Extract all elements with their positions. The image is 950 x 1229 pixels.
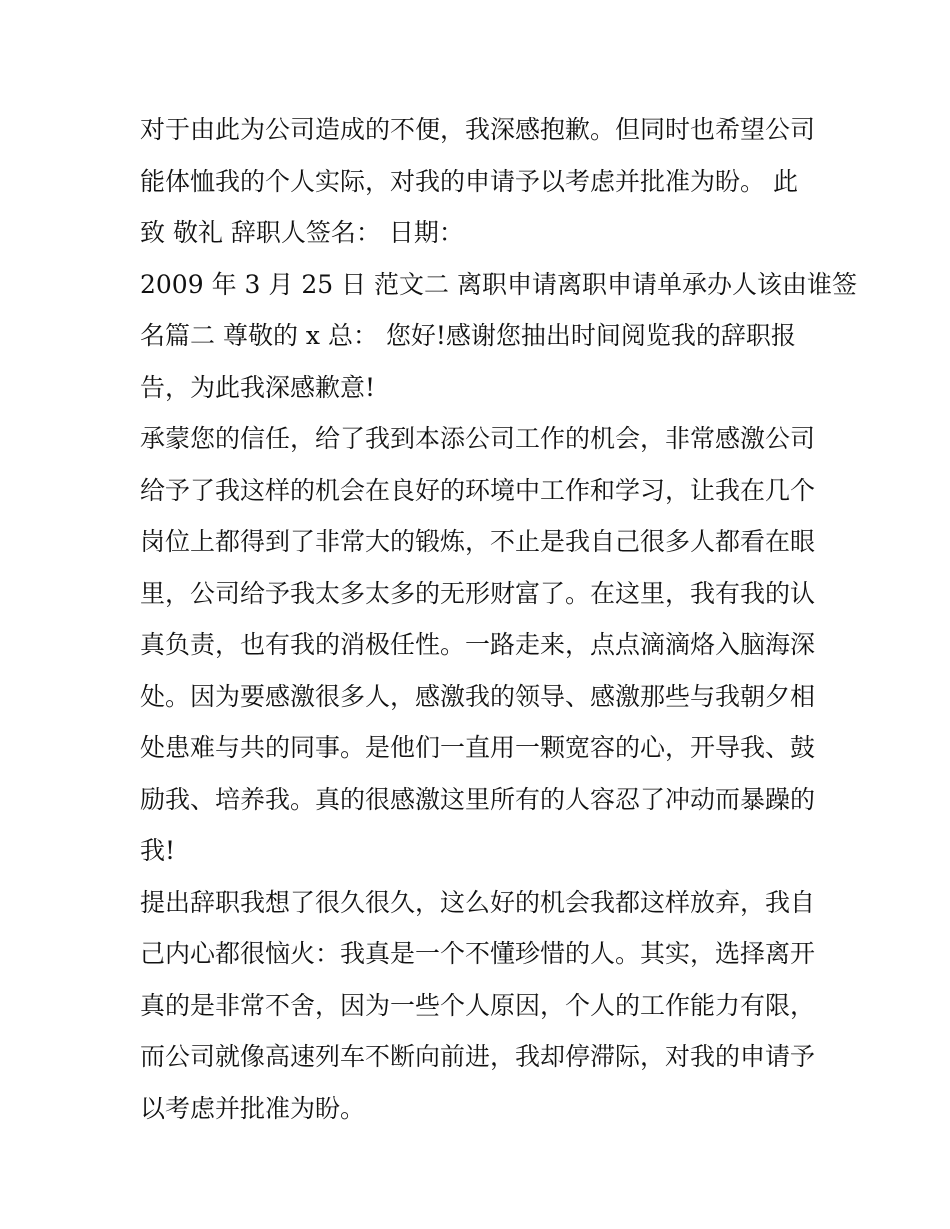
text-line: 对于由此为公司造成的不便，我深感抱歉。但同时也希望公司	[140, 115, 816, 144]
text-line: 我!	[140, 836, 176, 865]
text-line: 承蒙您的信任，给了我到本添公司工作的机会，非常感激公司	[140, 424, 816, 453]
text-line: 里，公司给予我太多太多的无形财富了。在这里，我有我的认	[140, 578, 816, 608]
text-line: 致 敬礼 辞职人签名： 日期：	[140, 218, 464, 247]
text-line: 2009 年 3 月 25 日 范文二 离职申请离职申请单承办人该由谁签	[140, 269, 857, 299]
text-line: 能体恤我的个人实际，对我的申请予以考虑并批准为盼。 此	[140, 166, 798, 196]
text-line: 真负责，也有我的消极任性。一路走来，点点滴滴烙入脑海深	[140, 630, 816, 659]
text-line: 提出辞职我想了很久很久，这么好的机会我都这样放弃，我自	[140, 887, 816, 917]
text-line: 以考虑并批准为盼。	[140, 1093, 366, 1123]
text-line: 处患难与共的同事。是他们一直用一颗宽容的心，开导我、鼓	[140, 733, 816, 762]
text-line: 而公司就像高速列车不断向前进，我却停滞际，对我的申请予	[140, 1042, 816, 1071]
text-line: 处。因为要感激很多人，感激我的领导、感激那些与我朝夕相	[140, 681, 816, 711]
text-line: 名篇二 尊敬的 x 总： 您好!感谢您抽出时间阅览我的辞职报	[140, 321, 796, 350]
text-line: 真的是非常不舍，因为一些个人原因，个人的工作能力有限，	[140, 990, 816, 1020]
text-line: 励我、培养我。真的很感激这里所有的人容忍了冲动而暴躁的	[140, 784, 816, 814]
text-line: 己内心都很恼火：我真是一个不懂珍惜的人。其实，选择离开	[140, 939, 816, 968]
text-line: 给予了我这样的机会在良好的环境中工作和学习，让我在几个	[140, 475, 816, 505]
document-body	[140, 104, 857, 1134]
text-line: 岗位上都得到了非常大的锻炼，不止是我自己很多人都看在眼	[140, 527, 816, 556]
text-line: 告，为此我深感歉意!	[140, 372, 376, 402]
